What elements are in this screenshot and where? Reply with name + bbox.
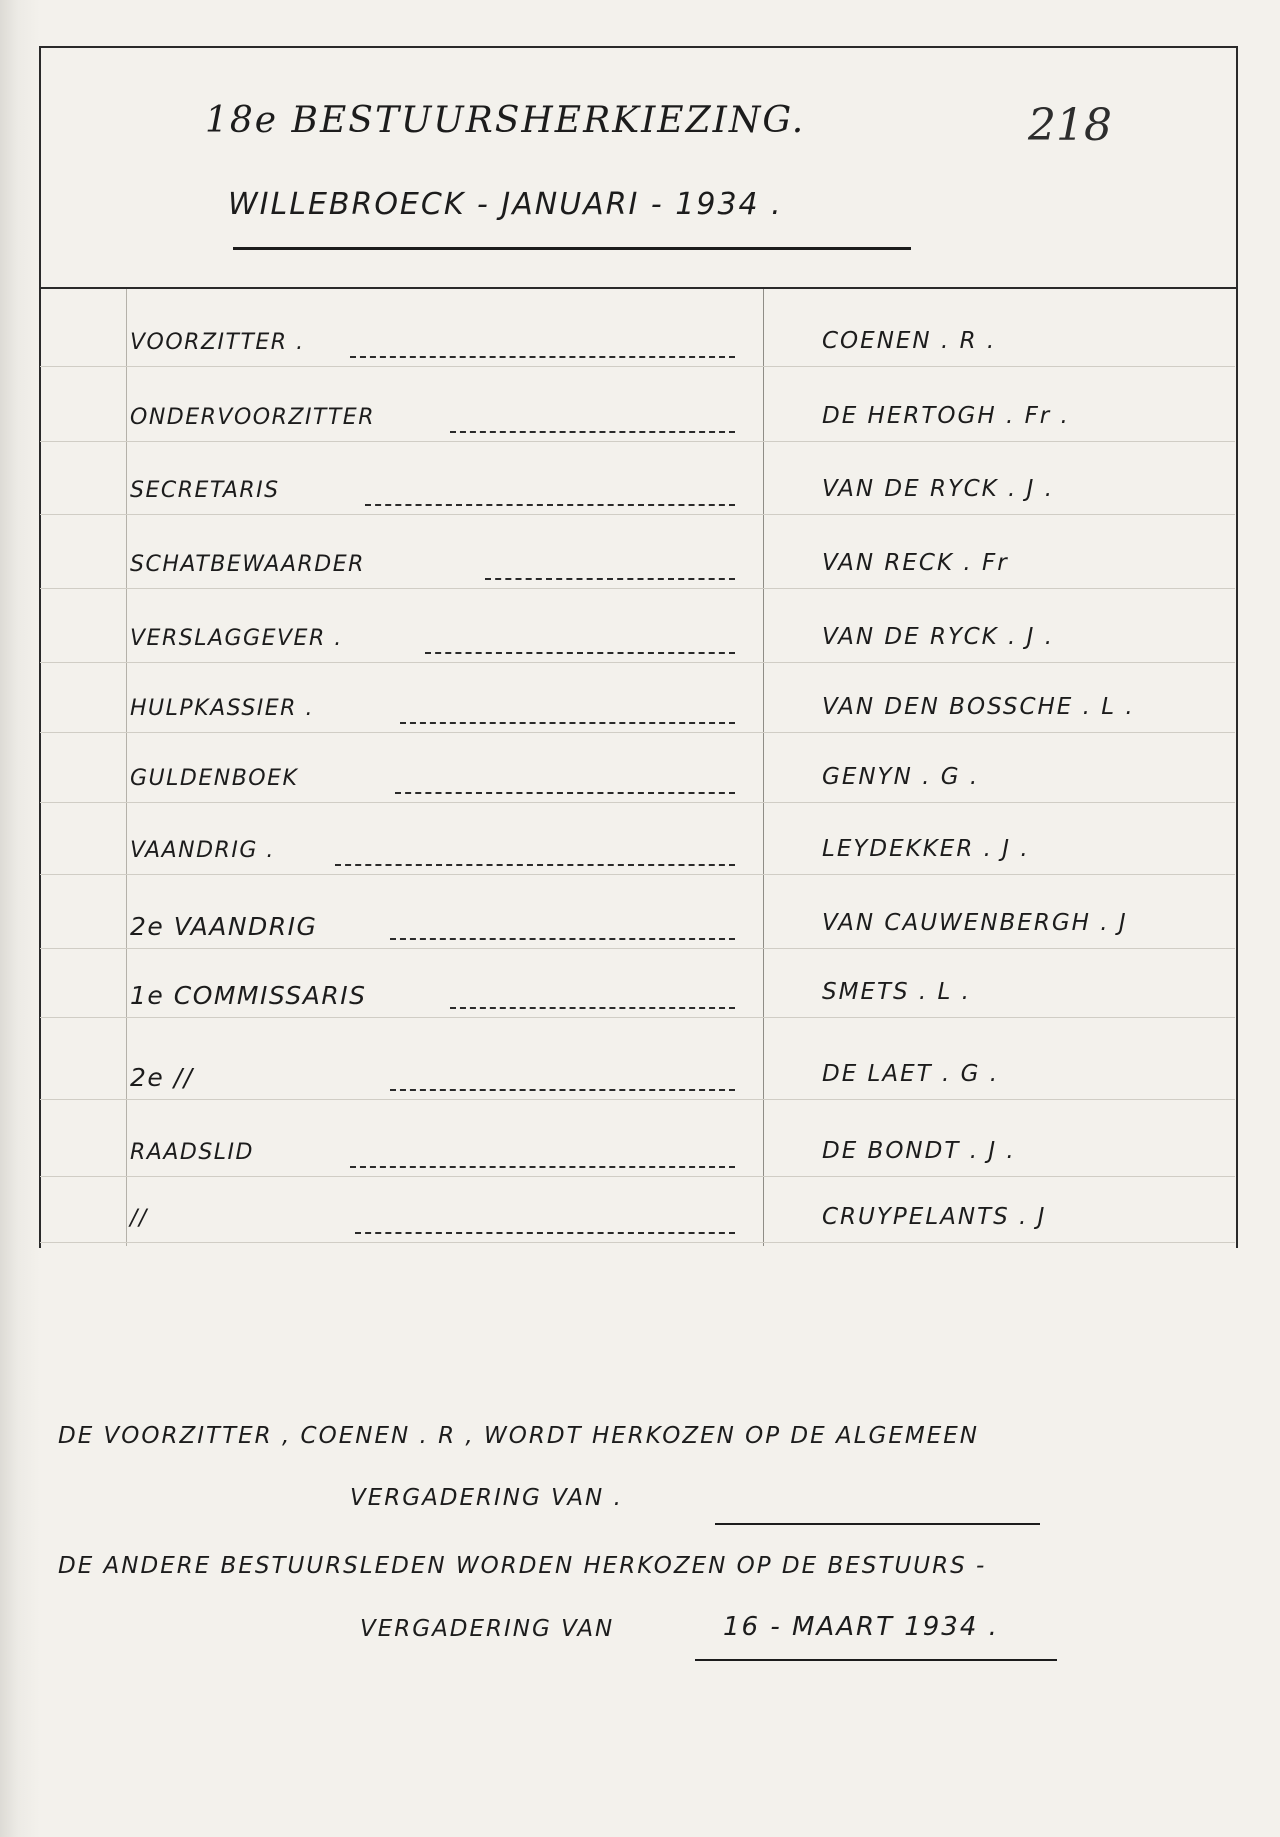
office-label: GULDENBOEK xyxy=(130,766,299,791)
office-label: VAANDRIG . xyxy=(130,838,275,863)
meeting-date-underline xyxy=(695,1659,1057,1661)
office-label: 1e COMMISSARIS xyxy=(130,981,367,1010)
ruled-line xyxy=(40,1017,1235,1018)
member-name: LEYDEKKER . J . xyxy=(822,836,1030,862)
leader-dashes xyxy=(365,504,735,506)
page-subtitle: WILLEBROECK - JANUARI - 1934 . xyxy=(228,187,783,222)
margin-line xyxy=(126,289,127,1246)
ruled-line xyxy=(40,732,1235,733)
leader-dashes xyxy=(400,722,735,724)
leader-dashes xyxy=(450,431,735,433)
leader-dashes xyxy=(350,1166,735,1168)
member-name: CRUYPELANTS . J xyxy=(822,1204,1047,1230)
member-name: VAN DE RYCK . J . xyxy=(822,624,1055,650)
member-name: GENYN . G . xyxy=(822,764,980,790)
leader-dashes xyxy=(390,1089,735,1091)
office-label: VERSLAGGEVER . xyxy=(130,626,343,651)
member-name: VAN DE RYCK . J . xyxy=(822,476,1055,502)
ruled-line xyxy=(40,948,1235,949)
office-label: HULPKASSIER . xyxy=(130,696,314,721)
office-label: VOORZITTER . xyxy=(130,330,305,355)
note-line-1: DE VOORZITTER , COENEN . R , WORDT HERKOZEN OP DE ALGEMEEN xyxy=(58,1423,979,1449)
ruled-line xyxy=(40,802,1235,803)
note-line-2: VERGADERING VAN . xyxy=(350,1485,623,1511)
ruled-line xyxy=(40,441,1235,442)
ruled-line xyxy=(40,662,1235,663)
handwritten-page-number: 218 xyxy=(1028,100,1112,151)
member-name: DE HERTOGH . Fr . xyxy=(822,403,1070,429)
office-label: // xyxy=(130,1206,148,1231)
leader-dashes xyxy=(450,1007,735,1009)
note-line-4: VERGADERING VAN xyxy=(360,1616,615,1642)
header-separator xyxy=(39,287,1236,289)
ruled-line xyxy=(40,1242,1235,1243)
member-name: VAN RECK . Fr xyxy=(822,550,1009,576)
leader-dashes xyxy=(395,792,735,794)
leader-dashes xyxy=(335,864,735,866)
ruled-line xyxy=(40,874,1235,875)
member-name: DE LAET . G . xyxy=(822,1061,1000,1087)
member-name: DE BONDT . J . xyxy=(822,1138,1016,1164)
ruled-line xyxy=(40,588,1235,589)
date-blank-line xyxy=(715,1523,1040,1525)
ruled-line xyxy=(40,1099,1235,1100)
leader-dashes xyxy=(485,578,735,580)
meeting-date: 16 - MAART 1934 . xyxy=(723,1612,999,1642)
office-label: ONDERVOORZITTER xyxy=(130,405,375,430)
page-title: 18e BESTUURSHERKIEZING. xyxy=(205,100,806,141)
member-name: SMETS . L . xyxy=(822,979,971,1005)
leader-dashes xyxy=(355,1232,735,1234)
member-name: COENEN . R . xyxy=(822,328,997,354)
ruled-line xyxy=(40,1176,1235,1177)
ruled-line xyxy=(40,514,1235,515)
leader-dashes xyxy=(390,938,735,940)
office-label: 2e VAANDRIG xyxy=(130,912,318,941)
office-label: 2e // xyxy=(130,1063,194,1092)
member-name: VAN CAUWENBERGH . J xyxy=(822,910,1128,936)
office-label: SECRETARIS xyxy=(130,478,280,503)
office-label: SCHATBEWAARDER xyxy=(130,552,365,577)
subtitle-underline xyxy=(233,247,911,250)
ruled-line xyxy=(40,366,1235,367)
leader-dashes xyxy=(425,652,735,654)
note-line-3: DE ANDERE BESTUURSLEDEN WORDEN HERKOZEN OP DE BESTUURS - xyxy=(58,1553,987,1579)
office-label: RAADSLID xyxy=(130,1140,254,1165)
member-name: VAN DEN BOSSCHE . L . xyxy=(822,694,1135,720)
leader-dashes xyxy=(350,356,735,358)
column-divider xyxy=(763,289,764,1246)
